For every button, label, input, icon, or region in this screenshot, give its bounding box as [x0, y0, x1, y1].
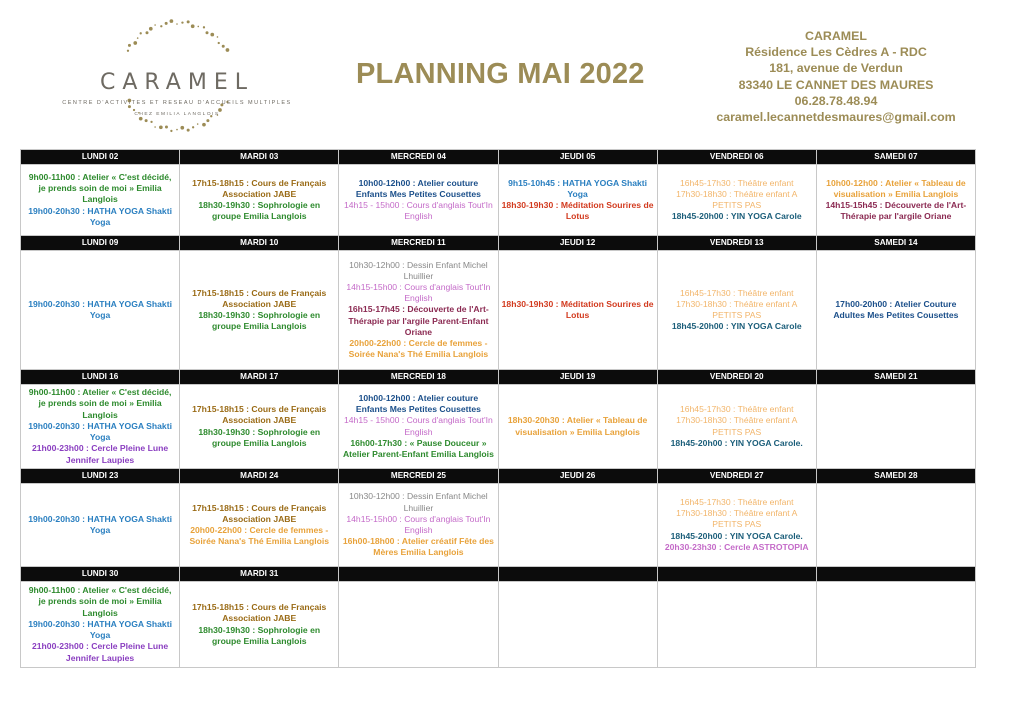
caramel-logo [62, 16, 292, 134]
day-cell [339, 385, 498, 469]
day-cell [499, 582, 658, 668]
event-entry: 18h45-20h00 : YIN YOGA Carole [671, 211, 802, 222]
day-cell [499, 251, 658, 370]
event-entry: 21h00-23h00 : Cercle Pleine Lune Jennifer Laupies [32, 641, 169, 663]
day-header [499, 567, 658, 582]
event-entry: 10h00-12h00 : Atelier couture Enfants Mes Petites Cousettes [355, 392, 481, 415]
address-email: caramel.lecannetdesmaures@gmail.com [716, 110, 956, 125]
day-header: LUNDI 09 [21, 236, 180, 251]
address-line-2: 181, avenue de Verdun [769, 61, 903, 76]
event-entry: 10h00-12h00 : Atelier couture Enfants Mes Petites Cousettes [355, 177, 481, 199]
day-cell [817, 251, 976, 370]
event-entry: 9h00-11h00 : Atelier « C'est décidé, je prends soin de moi » Emilia Langlois [28, 387, 172, 420]
logo-dot [140, 32, 142, 34]
day-header: SAMEDI 14 [817, 236, 976, 251]
logo-dot [222, 45, 225, 48]
day-header: LUNDI 30 [21, 567, 180, 582]
event-entry: 18h30-19h30 : Méditation Sourires de Lotus [501, 298, 654, 320]
event-entry: 17h15-18h15 : Cours de Français Association JABE [192, 287, 327, 309]
day-header [817, 567, 976, 582]
day-header: MERCREDI 11 [339, 236, 498, 251]
event-entry: 19h00-20h30 : HATHA YOGA Shakti Yoga [28, 618, 172, 641]
day-cell [817, 484, 976, 567]
logo-dot [206, 31, 209, 34]
day-header: SAMEDI 07 [817, 150, 976, 165]
event-entry: 17h15-18h15 : Cours de Français Association JABE [192, 602, 327, 624]
event-entry: 21h00-23h00 : Cercle Pleine Lune Jennifer Laupies [32, 443, 169, 465]
logo-dot [226, 48, 230, 52]
logo-dot [145, 119, 148, 122]
event-entry: 16h15-17h45 : Découverte de l'Art-Thérapie par l'argile Parent-Enfant Oriane [348, 304, 489, 337]
day-cell [499, 484, 658, 567]
day-cell [180, 165, 339, 236]
day-cell [21, 484, 180, 567]
event-entry: 20h00-22h00 : Cercle de femmes - Soirée Nana's Thé Emilia Langlois [189, 525, 330, 547]
day-cell [817, 385, 976, 469]
day-cell [817, 582, 976, 668]
day-cell [499, 385, 658, 469]
event-entry: 18h30-19h30 : Sophrologie en groupe Emilia Langlois [198, 310, 321, 332]
day-header: JEUDI 19 [499, 370, 658, 385]
event-entry: 17h30-18h30 : Théâtre enfant A PETITS PAS [676, 188, 798, 210]
event-entry: 19h00-20h30 : HATHA YOGA Shakti Yoga [28, 420, 172, 443]
day-cell [21, 165, 180, 236]
day-header: MERCREDI 04 [339, 150, 498, 165]
event-entry: 16h45-17h30 : Théâtre enfant [679, 496, 794, 507]
event-entry: 18h45-20h00 : YIN YOGA Carole. [670, 530, 803, 541]
day-cell [499, 165, 658, 236]
day-header: LUNDI 16 [21, 370, 180, 385]
logo-dot [137, 37, 139, 39]
event-entry: 17h30-18h30 : Théâtre enfant A PETITS PAS [676, 298, 798, 320]
day-cell [21, 582, 180, 668]
logo-dot [160, 25, 162, 27]
address-name: CARAMEL [805, 29, 867, 43]
logo-dot [192, 126, 194, 128]
logo-dot [149, 27, 153, 31]
event-entry: 16h45-17h30 : Théâtre enfant [679, 404, 794, 415]
logo-dot [170, 130, 172, 132]
logo-dot [165, 126, 168, 129]
day-cell [817, 165, 976, 236]
day-header: VENDREDI 27 [658, 469, 817, 484]
day-header [339, 567, 498, 582]
event-entry: 9h00-11h00 : Atelier « C'est décidé, je prends soin de moi » Emilia Langlois [28, 171, 172, 205]
logo-dot [139, 117, 143, 121]
day-cell [180, 385, 339, 469]
logo-dot [128, 44, 131, 47]
event-entry: 20h00-22h00 : Cercle de femmes - Soirée Nana's Thé Emilia Langlois [348, 338, 489, 360]
address-line-1: Résidence Les Cèdres A - RDC [745, 45, 927, 60]
logo-dot [176, 23, 178, 25]
event-entry: 19h00-20h30 : HATHA YOGA Shakti Yoga [28, 298, 172, 320]
day-cell [180, 484, 339, 567]
logo-subtitle-owner: CHEZ EMILIA LANGLOIS [134, 112, 220, 117]
logo-dot [206, 119, 209, 122]
logo-dot [159, 125, 163, 129]
event-entry: 18h30-19h30 : Méditation Sourires de Lotus [501, 200, 654, 222]
day-header: JEUDI 26 [499, 469, 658, 484]
logo-dot [202, 123, 206, 127]
day-cell [339, 165, 498, 236]
day-header: MARDI 17 [180, 370, 339, 385]
day-cell [180, 582, 339, 668]
day-cell [21, 251, 180, 370]
event-entry: 16h45-17h30 : Théâtre enfant [679, 177, 794, 188]
event-entry: 10h30-12h00 : Dessin Enfant Michel Lhuillier [349, 259, 488, 281]
event-entry: 14h15-15h00 : Cours d'anglais Tout'In English [346, 281, 491, 304]
event-entry: 17h00-20h00 : Atelier Couture Adultes Mes Petites Cousettes [833, 298, 959, 320]
logo-dot [150, 121, 152, 123]
event-entry: 18h30-19h30 : Sophrologie en groupe Emilia Langlois [198, 426, 321, 448]
day-cell [658, 484, 817, 567]
day-header: MERCREDI 18 [339, 370, 498, 385]
day-cell [658, 582, 817, 668]
day-cell [658, 165, 817, 236]
event-entry: 18h30-19h30 : Sophrologie en groupe Emilia Langlois [198, 624, 321, 646]
day-cell [339, 251, 498, 370]
day-header: LUNDI 02 [21, 150, 180, 165]
event-entry: 18h45-20h00 : YIN YOGA Carole [671, 321, 802, 332]
logo-dot [218, 42, 220, 44]
logo-wordmark: CARAMEL [100, 70, 254, 95]
day-header: MARDI 31 [180, 567, 339, 582]
event-entry: 16h00-18h00 : Atelier créatif Fête des Mères Emilia Langlois [342, 536, 494, 558]
logo-dot [197, 26, 199, 28]
event-entry: 20h30-23h30 : Cercle ASTROTOPIA [664, 541, 809, 552]
day-cell [180, 251, 339, 370]
day-header: VENDREDI 20 [658, 370, 817, 385]
event-entry: 19h00-20h30 : HATHA YOGA Shakti Yoga [28, 205, 172, 227]
day-cell [339, 582, 498, 668]
day-header: VENDREDI 06 [658, 150, 817, 165]
event-entry: 16h00-17h30 : « Pause Douceur » Atelier Parent-Enfant Emilia Langlois [342, 437, 494, 459]
logo-dot [170, 19, 174, 23]
event-entry: 17h15-18h15 : Cours de Français Association JABE [192, 404, 327, 426]
address-block [700, 28, 972, 125]
event-entry: 18h30-20h30 : Atelier « Tableau de visualisation » Emilia Langlois [507, 415, 648, 437]
event-entry: 16h45-17h30 : Théâtre enfant [679, 287, 794, 298]
event-entry: 18h30-19h30 : Sophrologie en groupe Emilia Langlois [198, 200, 321, 222]
day-header [658, 567, 817, 582]
event-entry: 17h15-18h15 : Cours de Français Association JABE [192, 502, 327, 524]
logo-dot [133, 41, 137, 45]
logo-dot [191, 24, 195, 28]
event-entry: 17h30-18h30 : Théâtre enfant A PETITS PAS [676, 415, 798, 437]
logo-dot [187, 129, 190, 132]
day-cell [658, 385, 817, 469]
day-header: SAMEDI 21 [817, 370, 976, 385]
day-cell [658, 251, 817, 370]
logo-dot [217, 36, 219, 38]
event-entry: 14h15 - 15h00 : Cours d'anglais Tout'In English [343, 200, 493, 222]
event-entry: 10h30-12h00 : Dessin Enfant Michel Lhuillier [349, 491, 488, 513]
day-header: VENDREDI 13 [658, 236, 817, 251]
event-entry: 17h30-18h30 : Théâtre enfant A PETITS PAS [676, 508, 798, 530]
event-entry: 14h15-15h45 : Découverte de l'Art-Thérapie par l'argile Oriane [825, 200, 967, 222]
logo-dot [187, 20, 190, 23]
logo-dot [197, 123, 199, 125]
event-entry: 9h15-10h45 : HATHA YOGA Shakti Yoga [508, 177, 648, 199]
day-cell [339, 484, 498, 567]
day-header: LUNDI 23 [21, 469, 180, 484]
logo-dot [133, 109, 135, 111]
planning-grid [20, 149, 976, 668]
address-line-3: 83340 LE CANNET DES MAURES [738, 77, 934, 92]
logo-dot [127, 50, 129, 52]
day-header: JEUDI 12 [499, 236, 658, 251]
day-cell [21, 385, 180, 469]
day-header: MARDI 03 [180, 150, 339, 165]
event-entry: 18h45-20h00 : YIN YOGA Carole. [670, 437, 803, 448]
event-entry: 9h00-11h00 : Atelier « C'est décidé, je prends soin de moi » Emilia Langlois [28, 585, 172, 618]
event-entry: 14h15 - 15h00 : Cours d'anglais Tout'In English [343, 415, 493, 437]
event-entry: 10h00-12h00 : Atelier « Tableau de visualisation » Emilia Langlois [826, 177, 966, 199]
day-header: SAMEDI 28 [817, 469, 976, 484]
logo-subtitle: CENTRE D'ACTIVITES ET RESEAU D'ACCUEILS MULTIPLES [62, 100, 292, 106]
address-phone: 06.28.78.48.94 [794, 93, 878, 108]
event-entry: 17h15-18h15 : Cours de Français Association JABE [192, 177, 327, 199]
logo-dot [176, 129, 178, 131]
logo-dot [165, 22, 168, 25]
logo-dot [154, 24, 156, 26]
day-header: JEUDI 05 [499, 150, 658, 165]
day-header: MARDI 10 [180, 236, 339, 251]
day-header: MERCREDI 25 [339, 469, 498, 484]
logo-dot [154, 126, 156, 128]
logo-dot [145, 31, 148, 34]
event-entry: 14h15-15h00 : Cours d'anglais Tout'In English [346, 513, 491, 535]
day-header: MARDI 24 [180, 469, 339, 484]
logo-dot [203, 26, 205, 28]
page-title: PLANNING MAI 2022 [356, 58, 645, 90]
logo-dot [180, 126, 184, 130]
logo-dot [210, 33, 214, 37]
event-entry: 19h00-20h30 : HATHA YOGA Shakti Yoga [28, 513, 172, 535]
logo-dot [181, 22, 183, 24]
